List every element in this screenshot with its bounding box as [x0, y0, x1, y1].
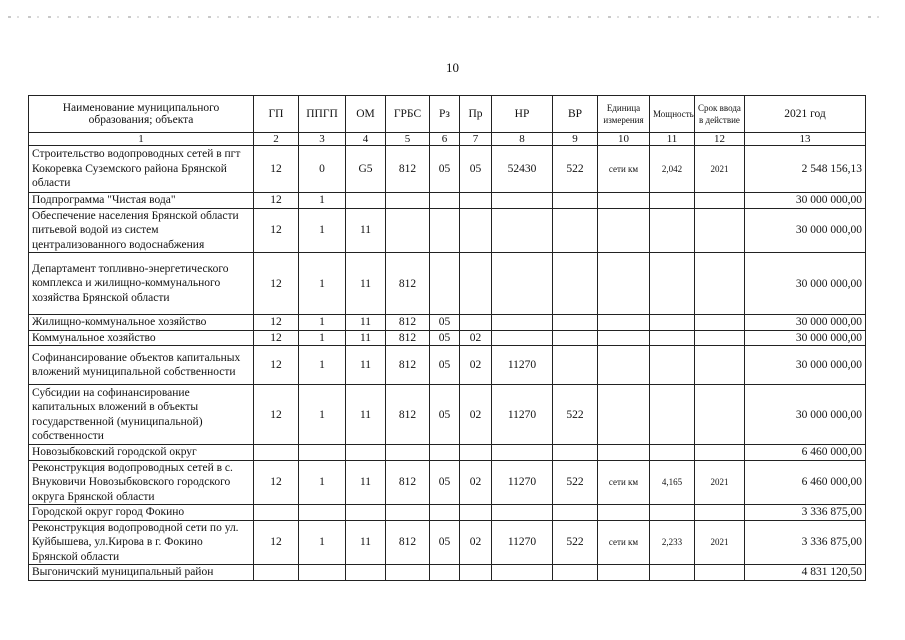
- cell-rz: 05: [430, 520, 460, 565]
- cell-power: 2,233: [650, 520, 695, 565]
- cell-term: [695, 330, 745, 346]
- cell-term: 2021: [695, 460, 745, 505]
- cell-om: [346, 505, 386, 521]
- cell-gp: [254, 445, 299, 461]
- cell-pr: [460, 565, 492, 581]
- cell-grbs: 812: [386, 253, 430, 315]
- cell-pr: [460, 505, 492, 521]
- cell-name: Подпрограмма "Чистая вода": [29, 193, 254, 209]
- cell-grbs: 812: [386, 346, 430, 385]
- cell-nr: [492, 315, 553, 331]
- cell-power: [650, 315, 695, 331]
- header-grbs: ГРБС: [386, 96, 430, 133]
- cell-pr: [460, 445, 492, 461]
- cell-rz: [430, 208, 460, 253]
- header-row: [29, 96, 866, 133]
- budget-table: [28, 95, 866, 581]
- cell-om: [346, 565, 386, 581]
- cell-term: [695, 346, 745, 385]
- cell-nr: [492, 565, 553, 581]
- cell-nr: [492, 445, 553, 461]
- cell-ppgp: 1: [299, 315, 346, 331]
- table-row: [29, 505, 866, 521]
- header-nr: НР: [492, 96, 553, 133]
- cell-pr: 05: [460, 146, 492, 193]
- cell-rz: 05: [430, 330, 460, 346]
- header-pr: Пр: [460, 96, 492, 133]
- table-row: [29, 253, 866, 315]
- cell-vr: [553, 565, 598, 581]
- cell-gp: 12: [254, 253, 299, 315]
- cell-term: [695, 315, 745, 331]
- cell-pr: 02: [460, 385, 492, 445]
- cell-vr: [553, 208, 598, 253]
- cell-nr: [492, 253, 553, 315]
- cell-power: [650, 565, 695, 581]
- cell-grbs: 812: [386, 146, 430, 193]
- cell-vr: 522: [553, 385, 598, 445]
- cell-gp: 12: [254, 385, 299, 445]
- table-row: [29, 385, 866, 445]
- cell-gp: 12: [254, 193, 299, 209]
- cell-rz: [430, 565, 460, 581]
- cell-name: Жилищно-коммунальное хозяйство: [29, 315, 254, 331]
- cell-amount: 3 336 875,00: [745, 520, 866, 565]
- cell-power: [650, 505, 695, 521]
- cell-ppgp: 1: [299, 253, 346, 315]
- cell-ppgp: [299, 565, 346, 581]
- header-unit: Единица измерения: [598, 96, 650, 133]
- header-year: 2021 год: [745, 96, 866, 133]
- table-row: [29, 346, 866, 385]
- cell-gp: 12: [254, 330, 299, 346]
- cell-grbs: 812: [386, 520, 430, 565]
- cell-om: 11: [346, 346, 386, 385]
- cell-name: Департамент топливно-энергетического комплекса и жилищно-коммунального хозяйства Брянской области: [29, 253, 254, 315]
- table-row: [29, 565, 866, 581]
- cell-ppgp: 1: [299, 208, 346, 253]
- cell-name: Реконструкция водопроводной сети по ул. Куйбышева, ул.Кирова в г. Фокино Брянской области: [29, 520, 254, 565]
- page-number: 10: [446, 60, 459, 75]
- cell-term: 2021: [695, 146, 745, 193]
- cell-rz: [430, 253, 460, 315]
- cell-vr: [553, 346, 598, 385]
- cell-ppgp: 0: [299, 146, 346, 193]
- column-number: 5: [386, 133, 430, 146]
- cell-nr: 52430: [492, 146, 553, 193]
- cell-om: G5: [346, 146, 386, 193]
- header-rz: Рз: [430, 96, 460, 133]
- column-number: 3: [299, 133, 346, 146]
- scan-artifact-line: [8, 16, 888, 18]
- cell-unit: [598, 330, 650, 346]
- cell-term: [695, 208, 745, 253]
- header-gp: ГП: [254, 96, 299, 133]
- cell-unit: [598, 346, 650, 385]
- cell-grbs: 812: [386, 330, 430, 346]
- cell-name: Софинансирование объектов капитальных вложений муниципальной собственности: [29, 346, 254, 385]
- cell-vr: 522: [553, 146, 598, 193]
- cell-gp: [254, 505, 299, 521]
- cell-unit: [598, 193, 650, 209]
- table-row: [29, 445, 866, 461]
- cell-vr: [553, 445, 598, 461]
- cell-grbs: [386, 505, 430, 521]
- cell-ppgp: 1: [299, 385, 346, 445]
- cell-nr: 11270: [492, 520, 553, 565]
- cell-unit: [598, 565, 650, 581]
- cell-unit: сети км: [598, 146, 650, 193]
- cell-unit: [598, 385, 650, 445]
- header-ppgp: ППГП: [299, 96, 346, 133]
- table-row: [29, 330, 866, 346]
- cell-amount: 30 000 000,00: [745, 315, 866, 331]
- cell-nr: 11270: [492, 385, 553, 445]
- cell-amount: 6 460 000,00: [745, 445, 866, 461]
- cell-power: [650, 385, 695, 445]
- cell-name: Субсидии на софинансирование капитальных вложений в объекты государственной (муниципальной) собственности: [29, 385, 254, 445]
- cell-gp: 12: [254, 346, 299, 385]
- cell-ppgp: [299, 505, 346, 521]
- cell-power: 2,042: [650, 146, 695, 193]
- cell-om: 11: [346, 520, 386, 565]
- cell-term: 2021: [695, 520, 745, 565]
- cell-power: [650, 346, 695, 385]
- cell-vr: 522: [553, 460, 598, 505]
- column-number: 2: [254, 133, 299, 146]
- cell-rz: 05: [430, 346, 460, 385]
- cell-term: [695, 193, 745, 209]
- cell-pr: [460, 315, 492, 331]
- cell-om: 11: [346, 208, 386, 253]
- cell-gp: [254, 565, 299, 581]
- cell-name: Реконструкция водопроводных сетей в с. Внуковичи Новозыбковского городского округа Брянской области: [29, 460, 254, 505]
- cell-unit: [598, 505, 650, 521]
- cell-term: [695, 445, 745, 461]
- cell-amount: 6 460 000,00: [745, 460, 866, 505]
- cell-pr: [460, 193, 492, 209]
- cell-gp: 12: [254, 208, 299, 253]
- cell-name: Строительство водопроводных сетей в пгт Кокоревка Суземского района Брянской области: [29, 146, 254, 193]
- cell-amount: 30 000 000,00: [745, 193, 866, 209]
- cell-rz: 05: [430, 146, 460, 193]
- cell-nr: 11270: [492, 346, 553, 385]
- cell-ppgp: 1: [299, 193, 346, 209]
- cell-amount: 30 000 000,00: [745, 208, 866, 253]
- cell-pr: 02: [460, 520, 492, 565]
- cell-amount: 4 831 120,50: [745, 565, 866, 581]
- cell-amount: 30 000 000,00: [745, 253, 866, 315]
- cell-ppgp: 1: [299, 520, 346, 565]
- cell-power: [650, 253, 695, 315]
- cell-grbs: 812: [386, 460, 430, 505]
- cell-om: 11: [346, 330, 386, 346]
- cell-pr: [460, 253, 492, 315]
- cell-unit: [598, 208, 650, 253]
- column-number: 10: [598, 133, 650, 146]
- table-row: [29, 460, 866, 505]
- cell-term: [695, 253, 745, 315]
- cell-term: [695, 565, 745, 581]
- cell-amount: 30 000 000,00: [745, 330, 866, 346]
- cell-om: 11: [346, 385, 386, 445]
- cell-name: Коммунальное хозяйство: [29, 330, 254, 346]
- cell-vr: [553, 315, 598, 331]
- cell-unit: [598, 253, 650, 315]
- cell-grbs: [386, 193, 430, 209]
- cell-om: 11: [346, 460, 386, 505]
- cell-grbs: 812: [386, 315, 430, 331]
- cell-grbs: 812: [386, 385, 430, 445]
- cell-rz: 05: [430, 385, 460, 445]
- table-row: [29, 520, 866, 565]
- cell-pr: 02: [460, 460, 492, 505]
- cell-ppgp: 1: [299, 346, 346, 385]
- cell-rz: [430, 193, 460, 209]
- cell-pr: [460, 208, 492, 253]
- column-number: 4: [346, 133, 386, 146]
- cell-vr: [553, 505, 598, 521]
- cell-power: [650, 330, 695, 346]
- cell-amount: 3 336 875,00: [745, 505, 866, 521]
- cell-ppgp: 1: [299, 330, 346, 346]
- cell-rz: [430, 445, 460, 461]
- column-number: 1: [29, 133, 254, 146]
- column-number: 12: [695, 133, 745, 146]
- cell-power: [650, 208, 695, 253]
- column-number: 6: [430, 133, 460, 146]
- cell-ppgp: [299, 445, 346, 461]
- cell-vr: [553, 193, 598, 209]
- cell-vr: 522: [553, 520, 598, 565]
- cell-om: 11: [346, 253, 386, 315]
- cell-power: 4,165: [650, 460, 695, 505]
- table-row: [29, 208, 866, 253]
- cell-name: Обеспечение населения Брянской области питьевой водой из систем централизованного водоснабжения: [29, 208, 254, 253]
- cell-nr: [492, 505, 553, 521]
- cell-grbs: [386, 208, 430, 253]
- cell-nr: [492, 193, 553, 209]
- header-term: Срок ввода в действие: [695, 96, 745, 133]
- cell-name: Выгоничский муниципальный район: [29, 565, 254, 581]
- cell-unit: сети км: [598, 520, 650, 565]
- cell-amount: 30 000 000,00: [745, 346, 866, 385]
- column-number-row: [29, 133, 866, 146]
- cell-gp: 12: [254, 460, 299, 505]
- cell-term: [695, 385, 745, 445]
- cell-unit: сети км: [598, 460, 650, 505]
- cell-om: [346, 193, 386, 209]
- table-row: [29, 193, 866, 209]
- cell-gp: 12: [254, 520, 299, 565]
- cell-nr: [492, 208, 553, 253]
- cell-grbs: [386, 445, 430, 461]
- header-om: ОМ: [346, 96, 386, 133]
- cell-pr: 02: [460, 330, 492, 346]
- cell-rz: [430, 505, 460, 521]
- cell-rz: 05: [430, 315, 460, 331]
- cell-ppgp: 1: [299, 460, 346, 505]
- cell-amount: 2 548 156,13: [745, 146, 866, 193]
- header-name: Наименование муниципального образования; объекта: [29, 96, 254, 133]
- cell-gp: 12: [254, 315, 299, 331]
- cell-name: Новозыбковский городской округ: [29, 445, 254, 461]
- cell-unit: [598, 445, 650, 461]
- column-number: 7: [460, 133, 492, 146]
- table-row: [29, 315, 866, 331]
- cell-gp: 12: [254, 146, 299, 193]
- cell-power: [650, 445, 695, 461]
- column-number: 13: [745, 133, 866, 146]
- cell-term: [695, 505, 745, 521]
- cell-om: [346, 445, 386, 461]
- column-number: 8: [492, 133, 553, 146]
- cell-power: [650, 193, 695, 209]
- cell-grbs: [386, 565, 430, 581]
- cell-rz: 05: [430, 460, 460, 505]
- cell-vr: [553, 253, 598, 315]
- cell-unit: [598, 315, 650, 331]
- column-number: 9: [553, 133, 598, 146]
- column-number: 11: [650, 133, 695, 146]
- cell-nr: [492, 330, 553, 346]
- cell-amount: 30 000 000,00: [745, 385, 866, 445]
- cell-vr: [553, 330, 598, 346]
- header-power: Мощность: [650, 96, 695, 133]
- table-row: [29, 146, 866, 193]
- cell-name: Городской округ город Фокино: [29, 505, 254, 521]
- cell-nr: 11270: [492, 460, 553, 505]
- cell-om: 11: [346, 315, 386, 331]
- cell-pr: 02: [460, 346, 492, 385]
- header-vr: ВР: [553, 96, 598, 133]
